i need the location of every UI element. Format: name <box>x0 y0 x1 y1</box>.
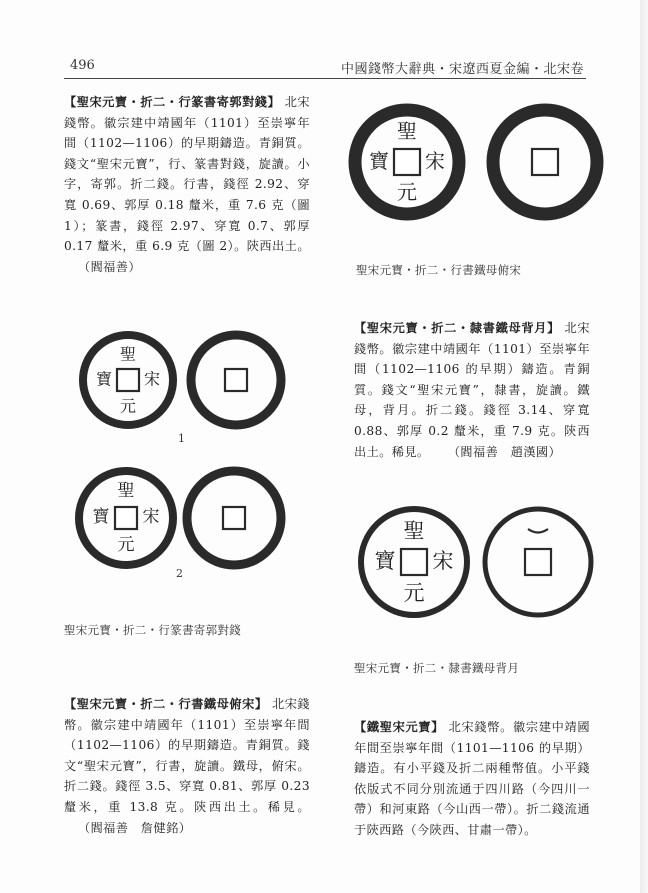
running-title: 中國錢幣大辭典・宋遼西夏金編・北宋卷 <box>340 62 584 77</box>
crescent-moon-mark <box>528 529 548 533</box>
entry-author: （閻福善 詹健銘） <box>78 820 192 835</box>
coin-char-top: 聖 <box>403 519 425 543</box>
figure-number-1: 1 <box>178 432 185 445</box>
entry-body: 北宋錢幣。徽宗建中靖國年（1101）至崇寧年間（1102—1106 的早期）鑄造。青銅質。錢文“聖宋元寶”，隸書，旋讀。鐵母，背月。折二錢。錢徑 3.14、穿寬 0.88、郭厚 0.2 釐米，重 7.9 克。陝西出土。稀見。 <box>354 321 590 459</box>
coin-square-hole <box>394 149 420 175</box>
figure-caption-duiqian: 聖宋元寶・折二・行篆書寄郭對錢 <box>64 623 241 637</box>
coin-char-left: 寶 <box>374 549 396 573</box>
coin-char-right: 宋 <box>425 149 445 173</box>
figure-caption-beiyue: 聖宋元寶・折二・隸書鐵母背月 <box>354 661 520 675</box>
coin-char-left: 寶 <box>92 507 110 527</box>
coin-char-left: 寶 <box>369 149 389 173</box>
coin-obverse-lishu <box>356 504 472 620</box>
coin-char-bottom: 元 <box>119 396 137 416</box>
entry-body: 北宋錢幣。徽宗建中靖國年間至崇寧年間（1101—1106 的早期）鑄造。有小平錢及折二兩種幣值。小平錢依版式不同分別流通于四川路（今四川一帶）和河東路（今山西一帶）。折二錢流通于陝西路（今陝西、甘肅一帶）。 <box>354 720 590 837</box>
figure-number-2: 2 <box>176 567 183 580</box>
entry-xingshu-fusong <box>64 694 310 838</box>
coin-square-hole <box>115 507 137 529</box>
coin-square-hole <box>401 549 427 575</box>
coin-reverse-lishu <box>480 504 596 620</box>
coin-char-right: 宋 <box>142 507 160 527</box>
coin-square-hole <box>117 369 139 391</box>
page-number: 496 <box>70 58 95 73</box>
coin-square-hole <box>532 149 558 175</box>
coin-char-bottom: 元 <box>397 180 417 204</box>
entry-title: 【聖宋元寶・折二・行篆書寄郭對錢】 <box>64 95 281 109</box>
coin-square-hole <box>225 369 247 391</box>
coin-obverse-xingshu <box>78 330 178 430</box>
entry-body: 北宋錢幣。徽宗建中靖國年（1101）至崇寧年間（1102—1106）的早期鑄造。青銅質。錢文“聖宋元寶”，行、篆書對錢，旋讀。小字，寄郭。折二錢。行書，錢徑 2.92、穿寬 0.69、郭厚 0.18 釐米，重 7.6 克（圖 1）；篆書，錢徑 2.97、穿寬 0.7、郭厚 0.17 釐米，重 6.9 克（圖 2）。陝西出土。 <box>64 95 310 254</box>
coin-reverse-fusong <box>486 103 604 221</box>
coin-char-left: 寶 <box>95 369 113 389</box>
coin-reverse-zhuanshu <box>182 466 286 570</box>
coin-obverse-fusong <box>348 103 466 221</box>
entry-body: 北宋錢幣。徽宗建中靖國年（1101）至崇寧年間（1102—1106）的早期鑄造。青銅質。錢文“聖宋元寶”，行書，旋讀。鐵母，俯宋。折二錢。錢徑 3.5、穿寬 0.81、郭厚 0.23 釐米，重 13.8 克。陝西出土。稀見。 <box>64 697 310 814</box>
coin-char-top: 聖 <box>397 119 417 143</box>
entry-xingzhuan-duiqian <box>64 92 310 277</box>
entry-author: （閻福善 趙漢國） <box>447 444 562 459</box>
coin-char-bottom: 元 <box>117 535 135 555</box>
entry-title: 【鐵聖宋元寶】 <box>354 720 445 734</box>
coin-obverse-zhuanshu <box>74 466 178 570</box>
running-header <box>70 58 584 78</box>
page-gutter <box>640 0 648 893</box>
entry-title: 【聖宋元寶・折二・隸書鐵母背月】 <box>354 321 560 335</box>
coin-char-right: 宋 <box>432 549 454 573</box>
entry-tie-shengsong <box>354 717 590 841</box>
entry-lishu-beiyue <box>354 318 590 462</box>
figure-caption-fusong: 聖宋元寶・折二・行書鐵母俯宋 <box>356 263 522 277</box>
coin-char-top: 聖 <box>117 481 135 501</box>
coin-char-top: 聖 <box>119 344 137 364</box>
coin-square-hole <box>525 549 551 575</box>
entry-title: 【聖宋元寶・折二・行書鐵母俯宋】 <box>64 697 268 711</box>
coin-square-hole <box>223 507 245 529</box>
header-rule <box>64 78 586 79</box>
coin-reverse-xingshu <box>186 330 286 430</box>
coin-char-bottom: 元 <box>403 581 425 605</box>
entry-author: （閻福善） <box>78 259 141 274</box>
coin-char-right: 宋 <box>143 369 161 389</box>
